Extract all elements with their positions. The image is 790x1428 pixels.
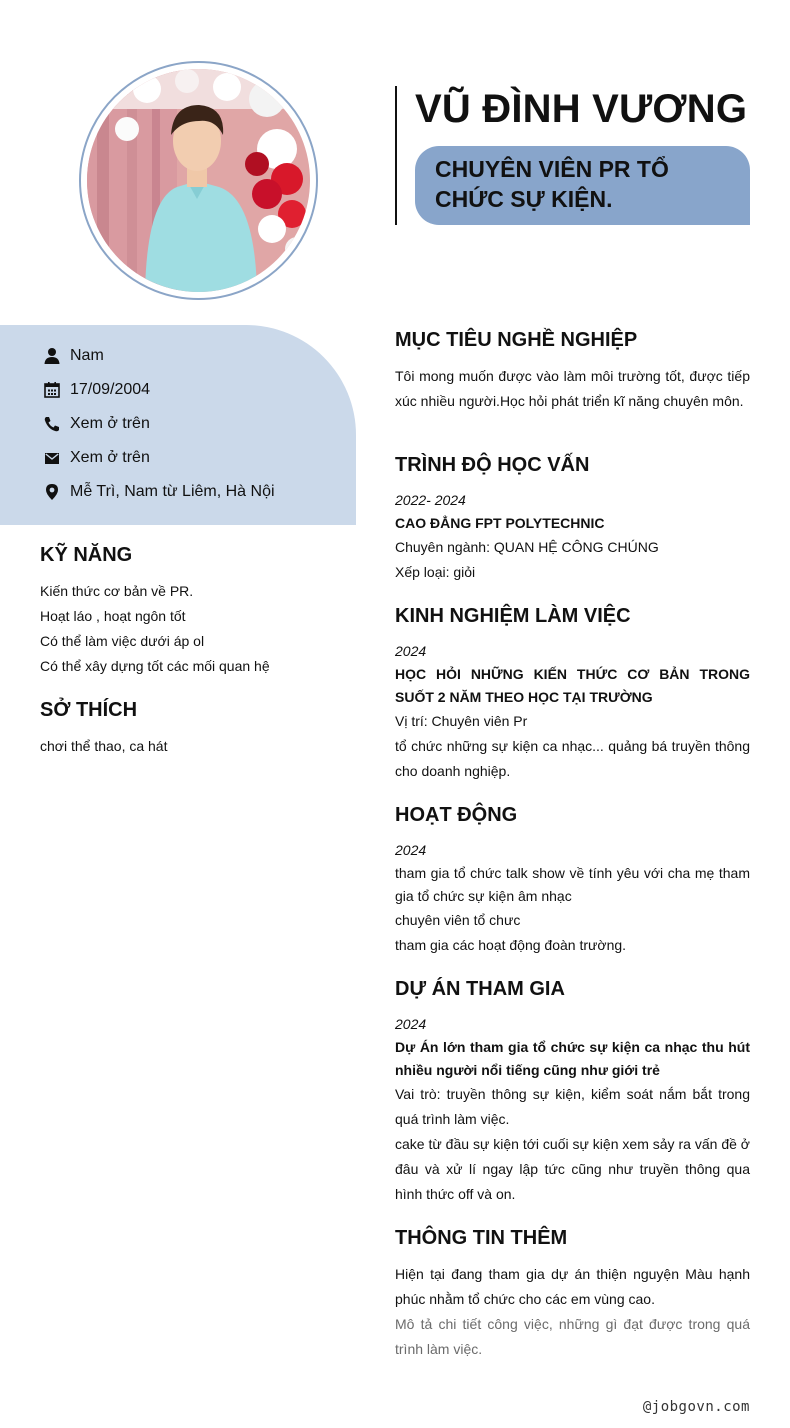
header-divider	[395, 86, 397, 225]
info-phone	[42, 412, 150, 436]
objective-text: Tôi mong muốn được vào làm môi trường tốt, được tiếp xúc nhiều người.Học hỏi phát triển kĩ năng chuyên môn.	[395, 368, 750, 409]
calendar-icon	[42, 380, 62, 400]
activities-year: 2024	[395, 842, 427, 858]
avatar	[87, 69, 310, 292]
experience-title: HỌC HỎI NHỮNG KIẾN THỨC CƠ BẢN TRONG SUỐT 2 NĂM THEO HỌC TẠI TRƯỜNG	[395, 666, 750, 705]
extra-info-block	[395, 1262, 750, 1362]
info-gender	[42, 344, 104, 368]
activity-item: chuyên viên tổ chưc	[395, 912, 521, 928]
skills-heading: KỸ NĂNG	[40, 544, 133, 566]
candidate-name: VŨ ĐÌNH VƯƠNG	[415, 87, 748, 131]
education-major: Chuyên ngành: QUAN HỆ CÔNG CHÚNG	[395, 539, 659, 555]
job-title-badge: CHUYÊN VIÊN PR TỔ CHỨC SỰ KIỆN.	[415, 146, 750, 225]
mail-icon	[42, 448, 62, 468]
education-block	[395, 489, 750, 585]
extra-info-text: Hiện tại đang tham gia dự án thiện nguyện Màu hạnh phúc nhằm tổ chức cho các em vùng cao.	[395, 1266, 750, 1307]
activities-heading: HOẠT ĐỘNG	[395, 804, 518, 826]
hobbies-heading: SỞ THÍCH	[40, 699, 138, 721]
education-period: 2022- 2024	[395, 492, 466, 508]
activity-item: tham gia các hoạt động đoàn trường.	[395, 937, 627, 953]
projects-year: 2024	[395, 1016, 427, 1032]
phone-value: Xem ở trên	[70, 415, 150, 432]
info-email	[42, 446, 150, 470]
extra-info-heading: THÔNG TIN THÊM	[395, 1227, 568, 1249]
email-value: Xem ở trên	[70, 449, 150, 466]
skill-item: Có thể làm việc dưới áp ol	[40, 633, 205, 649]
skill-item: Hoạt láo , hoạt ngôn tốt	[40, 608, 186, 624]
projects-heading: DỰ ÁN THAM GIA	[395, 978, 565, 1000]
project-role: Vai trò: truyền thông sự kiện, kiểm soát nắm bắt trong quá trình làm việc.	[395, 1086, 750, 1127]
experience-description: tổ chức những sự kiện ca nhạc... quảng bá truyền thông cho doanh nghiệp.	[395, 738, 750, 779]
activities-block	[395, 839, 750, 958]
objective-heading: MỤC TIÊU NGHỀ NGHIỆP	[395, 329, 638, 351]
info-address	[42, 480, 275, 504]
skills-list	[40, 579, 340, 679]
projects-block	[395, 1013, 750, 1207]
experience-year: 2024	[395, 643, 427, 659]
experience-heading: KINH NGHIỆM LÀM VIỆC	[395, 605, 631, 627]
location-pin-icon	[42, 482, 62, 502]
experience-position: Vị trí: Chuyên viên Pr	[395, 713, 528, 729]
project-detail: cake từ đầu sự kiện tới cuối sự kiện xem sảy ra vấn đề ở đâu và xử lí ngay lập tức cũng như truyền thông qua hình thức off và on.	[395, 1136, 750, 1202]
birthday-value: 17/09/2004	[70, 381, 151, 398]
gender-value: Nam	[70, 347, 104, 364]
skill-item: Có thể xây dựng tốt các mối quan hệ	[40, 658, 270, 674]
skill-item: Kiến thức cơ bản về PR.	[40, 583, 194, 599]
person-icon	[42, 346, 62, 366]
watermark: @jobgovn.com	[642, 1399, 750, 1415]
education-school: CAO ĐẲNG FPT POLYTECHNIC	[395, 515, 605, 531]
experience-block	[395, 640, 750, 784]
extra-info-placeholder: Mô tả chi tiết công việc, những gì đạt được trong quá trình làm việc.	[395, 1316, 750, 1357]
project-title: Dự Án lớn tham gia tổ chức sự kiện ca nhạc thu hút nhiều người nổi tiếng cũng như giới trẻ	[395, 1039, 750, 1078]
education-rank: Xếp loại: giỏi	[395, 564, 476, 580]
hobbies-list	[40, 734, 340, 759]
education-heading: TRÌNH ĐỘ HỌC VẤN	[395, 454, 590, 476]
phone-icon	[42, 414, 62, 434]
info-birthday	[42, 378, 150, 402]
activity-item: tham gia tổ chức talk show về tính yêu với cha mẹ tham gia tổ chức sự kiện âm nhạc	[395, 865, 750, 904]
address-value: Mễ Trì, Nam từ Liêm, Hà Nội	[70, 483, 275, 500]
hobbies-text: chơi thể thao, ca hát	[40, 738, 168, 754]
